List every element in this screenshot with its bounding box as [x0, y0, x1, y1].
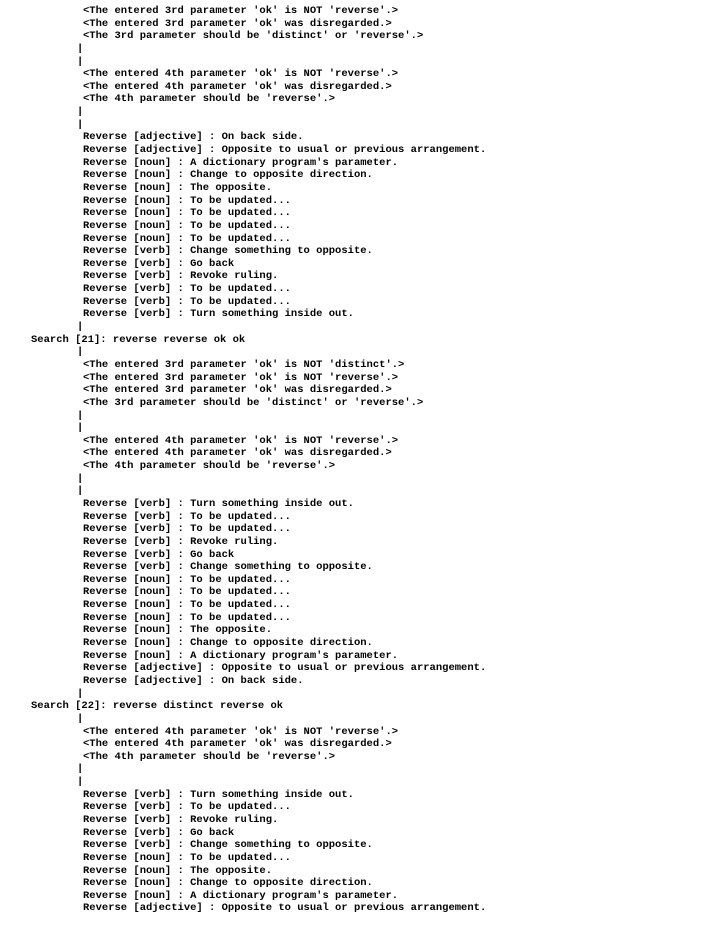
- message-line: <The 4th parameter should be 'reverse'.>: [83, 750, 336, 763]
- message-line: <The 4th parameter should be 'reverse'.>: [83, 93, 336, 106]
- separator-line: |: [77, 422, 84, 435]
- separator-line: |: [77, 118, 84, 131]
- definition-line: Reverse [adjective] : Opposite to usual or previous arrangement.: [83, 662, 487, 675]
- definition-line: Reverse [verb] : Revoke ruling.: [83, 814, 279, 826]
- definition-line: Reverse [verb] : Turn something inside out.: [83, 497, 354, 510]
- definition-line: Reverse [verb] : Revoke ruling.: [83, 535, 279, 548]
- separator-line: |: [77, 55, 84, 68]
- definition-line: Reverse [verb] : To be updated...: [83, 295, 291, 308]
- separator-line: |: [77, 321, 84, 334]
- definition-line: Reverse [noun] : To be updated...: [83, 194, 291, 207]
- separator-line: |: [77, 712, 84, 725]
- message-line: <The 3rd parameter should be 'distinct' or 'reverse'.>: [83, 30, 424, 43]
- definition-line: Reverse [verb] : Revoke ruling.: [83, 270, 279, 283]
- definition-line: Reverse [noun] : Change to opposite direction.: [83, 877, 373, 890]
- message-line: <The entered 4th parameter 'ok' is NOT 'reverse'.>: [83, 68, 399, 81]
- definition-line: Reverse [adjective] : Opposite to usual or previous arrangement.: [83, 144, 487, 157]
- definition-line: Reverse [verb] : To be updated...: [83, 801, 291, 814]
- search-command-line: Search [21]: reverse reverse ok ok: [31, 333, 246, 346]
- separator-line: |: [77, 763, 84, 776]
- separator-line: |: [77, 409, 84, 422]
- definition-line: Reverse [noun] : A dictionary program's parameter.: [83, 649, 399, 662]
- definition-line: Reverse [verb] : Go back: [83, 548, 235, 561]
- definition-line: Reverse [noun] : A dictionary program's parameter.: [83, 889, 399, 902]
- message-line: <The entered 3rd parameter 'ok' was disregarded.>: [83, 384, 392, 397]
- separator-line: |: [77, 346, 84, 359]
- definition-line: Reverse [noun] : The opposite.: [83, 181, 273, 194]
- definition-line: Reverse [adjective] : Opposite to usual or previous arrangement.: [83, 902, 487, 915]
- separator-line: |: [77, 687, 84, 700]
- message-line: <The entered 3rd parameter 'ok' is NOT 'distinct'.>: [83, 358, 405, 371]
- definition-line: Reverse [verb] : Go back: [83, 257, 235, 270]
- message-line: <The entered 4th parameter 'ok' was disregarded.>: [83, 738, 392, 751]
- definition-line: Reverse [noun] : Change to opposite direction.: [83, 637, 373, 650]
- separator-line: |: [77, 472, 84, 485]
- message-line: <The entered 4th parameter 'ok' is NOT 'reverse'.>: [83, 434, 399, 447]
- definition-line: Reverse [noun] : To be updated...: [83, 232, 291, 245]
- message-line: <The entered 4th parameter 'ok' was disregarded.>: [83, 80, 392, 93]
- definition-line: Reverse [verb] : Change something to opposite.: [83, 245, 373, 258]
- definition-line: Reverse [noun] : To be updated...: [83, 611, 291, 624]
- separator-line: |: [77, 106, 84, 119]
- definition-line: Reverse [noun] : To be updated...: [83, 586, 291, 599]
- separator-line: |: [77, 485, 84, 498]
- message-line: <The entered 4th parameter 'ok' is NOT 'reverse'.>: [83, 725, 399, 738]
- definition-line: Reverse [noun] : Change to opposite direction.: [83, 169, 373, 182]
- message-line: <The entered 3rd parameter 'ok' is NOT 'reverse'.>: [83, 5, 399, 17]
- definition-line: Reverse [verb] : To be updated...: [83, 283, 291, 296]
- definition-line: Reverse [noun] : To be updated...: [83, 573, 291, 586]
- terminal-output: [0, 5, 719, 915]
- definition-line: Reverse [adjective] : On back side.: [83, 674, 304, 687]
- message-line: <The 4th parameter should be 'reverse'.>: [83, 460, 336, 473]
- definition-line: Reverse [verb] : To be updated...: [83, 510, 291, 523]
- definition-line: Reverse [verb] : Go back: [83, 826, 235, 839]
- search-command-line: Search [22]: reverse distinct reverse ok: [31, 700, 284, 713]
- definition-line: Reverse [noun] : The opposite.: [83, 864, 273, 877]
- definition-line: Reverse [verb] : Change something to opposite.: [83, 839, 373, 852]
- definition-line: Reverse [verb] : Turn something inside out.: [83, 308, 354, 321]
- message-line: <The entered 4th parameter 'ok' was disregarded.>: [83, 447, 392, 460]
- message-line: <The entered 3rd parameter 'ok' is NOT 'reverse'.>: [83, 371, 399, 384]
- definition-line: Reverse [noun] : To be updated...: [83, 207, 291, 220]
- message-line: <The entered 3rd parameter 'ok' was disregarded.>: [83, 17, 392, 30]
- definition-line: Reverse [verb] : Turn something inside out.: [83, 788, 354, 801]
- definition-line: Reverse [verb] : Change something to opposite.: [83, 561, 373, 574]
- definition-line: Reverse [verb] : To be updated...: [83, 523, 291, 536]
- definition-line: Reverse [adjective] : On back side.: [83, 131, 304, 144]
- definition-line: Reverse [noun] : To be updated...: [83, 219, 291, 232]
- separator-line: |: [77, 42, 84, 55]
- definition-line: Reverse [noun] : A dictionary program's parameter.: [83, 156, 399, 169]
- definition-line: Reverse [noun] : To be updated...: [83, 599, 291, 612]
- separator-line: |: [77, 776, 84, 789]
- definition-line: Reverse [noun] : The opposite.: [83, 624, 273, 637]
- message-line: <The 3rd parameter should be 'distinct' or 'reverse'.>: [83, 396, 424, 409]
- definition-line: Reverse [noun] : To be updated...: [83, 851, 291, 864]
